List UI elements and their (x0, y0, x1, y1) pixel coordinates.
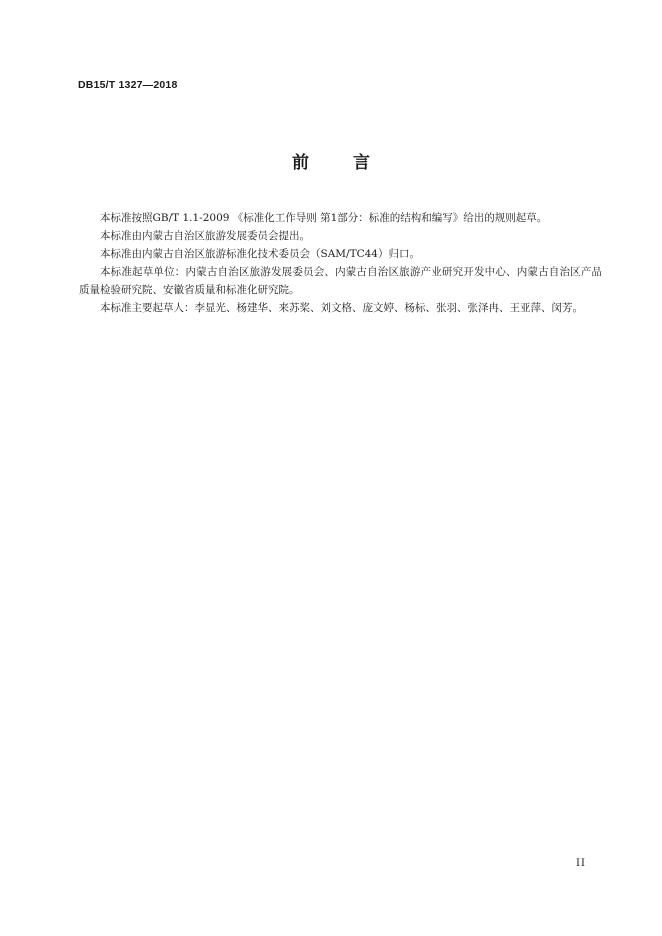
paragraph-drafting-rules: 本标准按照GB/T 1.1-2009 《标准化工作导则 第1部分：标准的结构和编写》给出的规则起草。 (100, 212, 548, 224)
paragraph-proposer: 本标准由内蒙古自治区旅游发展委员会提出。 (100, 230, 310, 242)
page-title (0, 148, 662, 173)
paragraph-drafting-units: 本标准起草单位：内蒙古自治区旅游发展委员会、内蒙古自治区旅游产业研究开发中心、内蒙古自治区产品质量检验研究院、安徽省质量和标准化研究院。 (79, 266, 602, 296)
paragraph-drafters: 本标准主要起草人：李显光、杨建华、来苏桨、刘文格、庞文婷、杨标、张羽、张泽冉、王亚萍、闵芳。 (100, 302, 583, 314)
page-number: II (576, 858, 586, 869)
standard-code: DB15/T 1327—2018 (78, 79, 178, 91)
title-char-1: 前 (292, 153, 309, 173)
foreword-body (79, 209, 602, 317)
paragraph-centralized-unit: 本标准由内蒙古自治区旅游标准化技术委员会（SAM/TC44）归口。 (100, 248, 420, 260)
title-char-2: 言 (353, 153, 370, 173)
